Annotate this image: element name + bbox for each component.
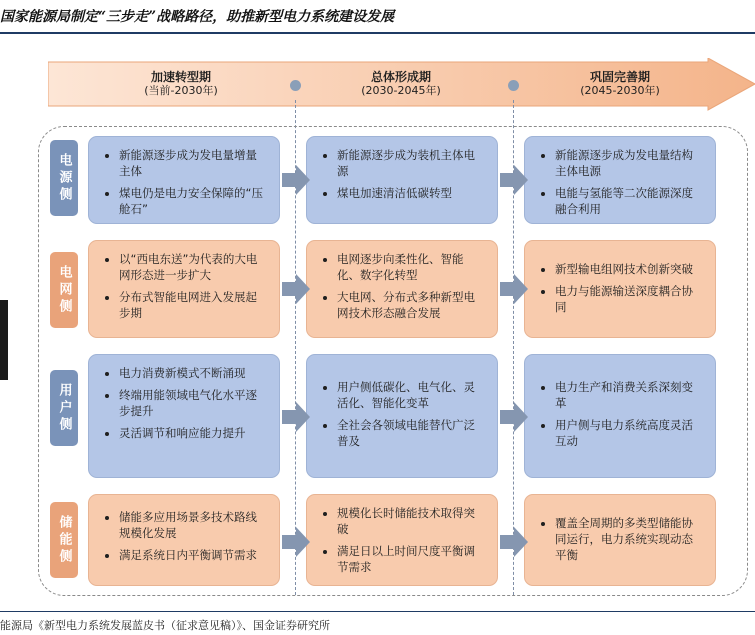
cell-source-phase1 — [88, 136, 280, 224]
phase-3-period: (2045-2030年) — [580, 84, 660, 97]
phase-2-period: (2030-2045年) — [361, 84, 441, 97]
phase-3 — [535, 70, 705, 98]
row-label-user: 用户侧 — [50, 370, 78, 446]
bullet: • 电网逐步向柔性化、智能化、数字化转型 — [337, 251, 485, 283]
bullet: • 新能源逐步成为发电量结构主体电源 — [555, 147, 703, 179]
bullet: • 覆盖全周期的多类型储能协同运行，电力系统实现动态平衡 — [555, 515, 703, 563]
timeline-marker-2 — [508, 80, 519, 91]
bullet: • 满足日以上时间尺度平衡调节需求 — [337, 543, 485, 575]
row-label-storage: 储能侧 — [50, 502, 78, 578]
bullet: • 满足系统日内平衡调节需求 — [119, 547, 267, 563]
phase-1 — [96, 70, 266, 98]
row-label-source: 电源侧 — [50, 140, 78, 216]
timeline-marker-1 — [290, 80, 301, 91]
bullet: • 电能与氢能等二次能源深度融合利用 — [555, 185, 703, 217]
bullet: • 灵活调节和响应能力提升 — [119, 425, 267, 441]
page-title: 国家能源局制定“三步走”战略路径，助推新型电力系统建设发展 — [0, 9, 395, 25]
side-label-mark — [0, 300, 8, 380]
phase-3-name: 巩固完善期 — [589, 70, 650, 84]
cell-grid-phase2 — [306, 240, 498, 338]
bullet: • 储能多应用场景多技术路线规模化发展 — [119, 509, 267, 541]
bullet: • 电力生产和消费关系深刻变革 — [555, 379, 703, 411]
phase-1-period: (当前-2030年) — [144, 84, 218, 97]
bullet: • 分布式智能电网进入发展起步期 — [119, 289, 267, 321]
cell-grid-phase1 — [88, 240, 280, 338]
bullet: • 全社会各领域电能替代广泛普及 — [337, 417, 485, 449]
cell-source-phase3 — [524, 136, 716, 224]
title-divider — [0, 32, 755, 34]
bullet: • 规模化长时储能技术取得突破 — [337, 505, 485, 537]
cell-storage-phase1 — [88, 494, 280, 586]
cell-storage-phase2 — [306, 494, 498, 586]
bullet: • 用户侧低碳化、电气化、灵活化、智能化变革 — [337, 379, 485, 411]
bullet: • 终端用能领域电气化水平逐步提升 — [119, 387, 267, 419]
bullet: • 大电网、分布式多种新型电网技术形态融合发展 — [337, 289, 485, 321]
bullet: • 煤电加速清洁低碳转型 — [337, 185, 485, 201]
bullet: • 煤电仍是电力安全保障的“压舱石” — [119, 185, 267, 217]
bullet: • 电力消费新模式不断涌现 — [119, 365, 267, 381]
bullet: • 新能源逐步成为装机主体电源 — [337, 147, 485, 179]
footer-divider — [0, 611, 755, 612]
phase-1-name: 加速转型期 — [150, 70, 211, 84]
row-label-grid: 电网侧 — [50, 252, 78, 328]
cell-storage-phase3 — [524, 494, 716, 586]
cell-user-phase1 — [88, 354, 280, 478]
cell-source-phase2 — [306, 136, 498, 224]
bullet: • 以“西电东送”为代表的大电网形态进一步扩大 — [119, 251, 267, 283]
bullet: • 新能源逐步成为发电量增量主体 — [119, 147, 267, 179]
phase-2 — [316, 70, 486, 98]
bullet: • 新型输电组网技术创新突破 — [555, 261, 703, 277]
bullet: • 电力与能源输送深度耦合协同 — [555, 283, 703, 315]
source-note: 能源局《新型电力系统发展蓝皮书（征求意见稿）》、国金证券研究所 — [0, 619, 330, 632]
cell-user-phase2 — [306, 354, 498, 478]
phase-2-name: 总体形成期 — [370, 70, 431, 84]
cell-user-phase3 — [524, 354, 716, 478]
bullet: • 用户侧与电力系统高度灵活互动 — [555, 417, 703, 449]
cell-grid-phase3 — [524, 240, 716, 338]
